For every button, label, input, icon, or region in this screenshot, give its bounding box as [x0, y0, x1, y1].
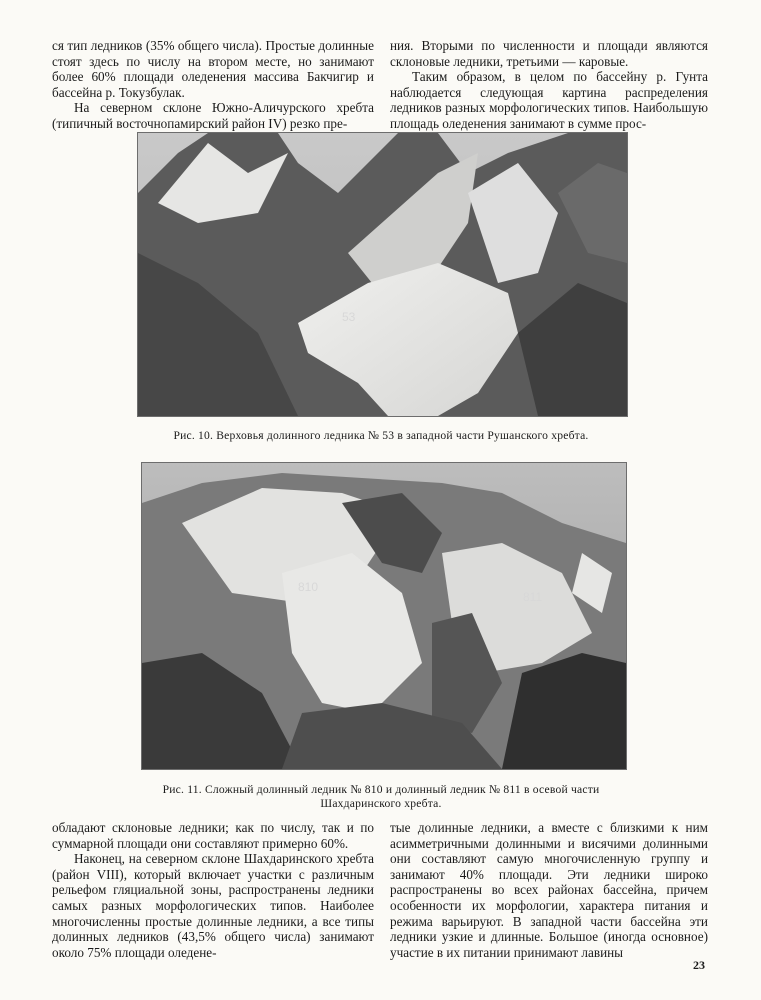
- glacier-label-811: 811: [523, 590, 543, 604]
- paragraph: На северном склоне Южно-Аличурского хребта (типичный восточнопамирский район IV) резко пре-: [52, 100, 374, 131]
- top-left-column: [52, 38, 374, 132]
- mountain-glacier-image: [138, 133, 627, 416]
- bottom-right-column: [390, 820, 708, 960]
- figure-11-caption-line1: Рис. 11. Сложный долинный ледник № 810 и долинный ледник № 811 в осевой части: [162, 783, 600, 796]
- bottom-left-column: [52, 820, 374, 960]
- figure-10-photo: [137, 132, 628, 417]
- paragraph: ния. Вторыми по численности и площади являются склоновые ледники, третьими — каровые.: [390, 38, 708, 69]
- paragraph: ся тип ледников (35% общего числа). Простые долинные стоят здесь по числу на втором месте, но занимают более 60% площади оледенения массива Бакчигир и бассейна р. Токузбулак.: [52, 38, 374, 100]
- paragraph: Таким образом, в целом по бассейну р. Гунта наблюдается следующая картина распределения ледников разных морфологических типов. Наибольшую площадь оледенения занимают в сумме прос-: [390, 69, 708, 131]
- top-right-column: [390, 38, 708, 132]
- figure-11-photo: [141, 462, 627, 770]
- figure-11-caption: [60, 783, 702, 811]
- figure-10-caption: Рис. 10. Верховья долинного ледника № 53 в западной части Рушанского хребта.: [173, 429, 589, 442]
- figure-11-caption-line2: Шахдаринского хребта.: [320, 797, 442, 810]
- glacier-label-810: 810: [298, 580, 319, 594]
- page-number: 23: [693, 958, 705, 972]
- paragraph: Наконец, на северном склоне Шахдаринского хребта (район VIII), который включает участки с различным рельефом гляциальной зоны, распространены ледники самых разных морфологических типов. Наиболее многочисленны простые долинные ледники, а все типы долинных ледников (43,5% общего числа) занимают около 75% площади оледене-: [52, 851, 374, 960]
- paragraph: обладают склоновые ледники; как по числу, так и по суммарной площади они составляют примерно 60%.: [52, 820, 374, 851]
- paragraph: тые долинные ледники, а вместе с близкими к ним асимметричными долинными и висячими долинными они составляют самую многочисленную группу и занимают 40% площади. Эти ледники широко распространены во всех районах бассейна, причем особенности их морфологии, характера питания и режима варьируют. В западной части бассейна эти ледники узкие и длинные. Большое (иногда основное) участие в их питании принимают лавины: [390, 820, 708, 960]
- glacier-label-53: 53: [342, 310, 356, 324]
- mountain-glacier-image: [142, 463, 626, 769]
